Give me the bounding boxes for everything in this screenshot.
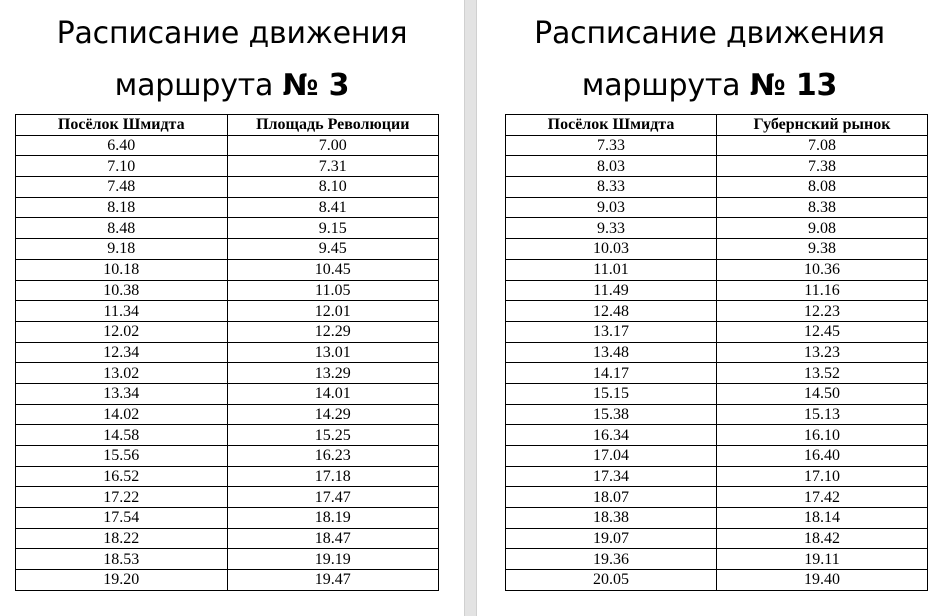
table-row bbox=[506, 487, 928, 508]
departure-time-cell: 12.48 bbox=[506, 301, 717, 322]
table-row bbox=[506, 446, 928, 467]
departure-time-cell: 14.17 bbox=[506, 363, 717, 384]
route-3-table-body bbox=[16, 135, 439, 590]
table-row bbox=[16, 425, 439, 446]
arrival-time-cell: 12.45 bbox=[717, 321, 928, 342]
departure-time-cell: 8.03 bbox=[506, 156, 717, 177]
table-row bbox=[16, 280, 439, 301]
departure-time-cell: 17.54 bbox=[16, 508, 228, 529]
departure-time-cell: 7.33 bbox=[506, 135, 717, 156]
departure-time-cell: 11.49 bbox=[506, 280, 717, 301]
route-13-title-prefix: маршрута bbox=[581, 68, 750, 103]
departure-time-cell: 10.03 bbox=[506, 239, 717, 260]
departure-time-cell: 9.33 bbox=[506, 218, 717, 239]
arrival-time-cell: 19.11 bbox=[717, 549, 928, 570]
route-3-schedule-table bbox=[15, 114, 439, 591]
table-row bbox=[16, 363, 439, 384]
table-row bbox=[506, 156, 928, 177]
table-row bbox=[506, 342, 928, 363]
arrival-time-cell: 7.00 bbox=[227, 135, 439, 156]
table-row bbox=[16, 446, 439, 467]
departure-time-cell: 17.04 bbox=[506, 446, 717, 467]
departure-time-cell: 13.34 bbox=[16, 383, 228, 404]
arrival-time-cell: 11.16 bbox=[717, 280, 928, 301]
table-row bbox=[506, 321, 928, 342]
arrival-time-cell: 18.42 bbox=[717, 528, 928, 549]
table-row bbox=[506, 135, 928, 156]
departure-time-cell: 14.02 bbox=[16, 404, 228, 425]
table-row bbox=[16, 466, 439, 487]
table-row bbox=[506, 177, 928, 198]
table-row bbox=[506, 508, 928, 529]
table-row bbox=[506, 239, 928, 260]
departure-time-cell: 19.20 bbox=[16, 570, 228, 591]
departure-time-cell: 18.07 bbox=[506, 487, 717, 508]
route-3-number: № 3 bbox=[282, 68, 350, 103]
departure-time-cell: 14.58 bbox=[16, 425, 228, 446]
table-row bbox=[16, 321, 439, 342]
arrival-time-cell: 19.47 bbox=[227, 570, 439, 591]
departure-time-cell: 8.48 bbox=[16, 218, 228, 239]
table-row bbox=[506, 466, 928, 487]
departure-time-cell: 16.52 bbox=[16, 466, 228, 487]
table-row bbox=[16, 487, 439, 508]
departure-time-cell: 20.05 bbox=[506, 570, 717, 591]
route-13-title bbox=[477, 8, 942, 112]
arrival-time-cell: 8.10 bbox=[227, 177, 439, 198]
arrival-time-cell: 19.40 bbox=[717, 570, 928, 591]
arrival-time-cell: 12.29 bbox=[227, 321, 439, 342]
table-row bbox=[16, 218, 439, 239]
route-13-table-body bbox=[506, 135, 928, 590]
table-row bbox=[16, 508, 439, 529]
arrival-time-cell: 16.10 bbox=[717, 425, 928, 446]
arrival-time-cell: 15.25 bbox=[227, 425, 439, 446]
route-13-title-line2 bbox=[477, 60, 942, 112]
arrival-time-cell: 8.41 bbox=[227, 197, 439, 218]
departure-time-cell: 18.38 bbox=[506, 508, 717, 529]
arrival-time-cell: 10.36 bbox=[717, 259, 928, 280]
departure-time-cell: 15.56 bbox=[16, 446, 228, 467]
table-header-row bbox=[506, 115, 928, 136]
table-row bbox=[16, 259, 439, 280]
arrival-time-cell: 13.01 bbox=[227, 342, 439, 363]
arrival-time-cell: 16.40 bbox=[717, 446, 928, 467]
departure-time-cell: 12.34 bbox=[16, 342, 228, 363]
departure-time-cell: 13.48 bbox=[506, 342, 717, 363]
table-row bbox=[16, 342, 439, 363]
table-row bbox=[16, 301, 439, 322]
route-3-title-line1: Расписание движения bbox=[56, 16, 408, 51]
departure-time-cell: 6.40 bbox=[16, 135, 228, 156]
column-header: Посёлок Шмидта bbox=[16, 115, 228, 136]
arrival-time-cell: 15.13 bbox=[717, 404, 928, 425]
page-route-13 bbox=[477, 0, 942, 616]
departure-time-cell: 11.01 bbox=[506, 259, 717, 280]
table-row bbox=[16, 177, 439, 198]
arrival-time-cell: 16.23 bbox=[227, 446, 439, 467]
route-13-title-line1: Расписание движения bbox=[534, 16, 885, 51]
departure-time-cell: 13.17 bbox=[506, 321, 717, 342]
table-row bbox=[506, 363, 928, 384]
departure-time-cell: 18.22 bbox=[16, 528, 228, 549]
arrival-time-cell: 17.10 bbox=[717, 466, 928, 487]
route-3-title-line2 bbox=[0, 60, 464, 112]
table-row bbox=[16, 570, 439, 591]
table-row bbox=[16, 383, 439, 404]
arrival-time-cell: 14.29 bbox=[227, 404, 439, 425]
table-row bbox=[506, 549, 928, 570]
arrival-time-cell: 9.45 bbox=[227, 239, 439, 260]
table-row bbox=[506, 218, 928, 239]
table-row bbox=[506, 404, 928, 425]
departure-time-cell: 10.18 bbox=[16, 259, 228, 280]
arrival-time-cell: 8.08 bbox=[717, 177, 928, 198]
departure-time-cell: 15.38 bbox=[506, 404, 717, 425]
column-header: Посёлок Шмидта bbox=[506, 115, 717, 136]
departure-time-cell: 11.34 bbox=[16, 301, 228, 322]
departure-time-cell: 8.33 bbox=[506, 177, 717, 198]
departure-time-cell: 17.34 bbox=[506, 466, 717, 487]
route-13-number: № 13 bbox=[749, 68, 838, 103]
table-row bbox=[16, 549, 439, 570]
table-row bbox=[16, 156, 439, 177]
arrival-time-cell: 14.50 bbox=[717, 383, 928, 404]
table-row bbox=[506, 528, 928, 549]
table-row bbox=[506, 259, 928, 280]
departure-time-cell: 18.53 bbox=[16, 549, 228, 570]
route-3-title-prefix: маршрута bbox=[114, 68, 283, 103]
table-row bbox=[16, 528, 439, 549]
route-3-title bbox=[0, 8, 464, 112]
departure-time-cell: 17.22 bbox=[16, 487, 228, 508]
table-header-row bbox=[16, 115, 439, 136]
table-row bbox=[506, 197, 928, 218]
arrival-time-cell: 7.31 bbox=[227, 156, 439, 177]
departure-time-cell: 13.02 bbox=[16, 363, 228, 384]
arrival-time-cell: 12.01 bbox=[227, 301, 439, 322]
table-row bbox=[506, 570, 928, 591]
table-row bbox=[16, 135, 439, 156]
departure-time-cell: 16.34 bbox=[506, 425, 717, 446]
arrival-time-cell: 11.05 bbox=[227, 280, 439, 301]
arrival-time-cell: 9.15 bbox=[227, 218, 439, 239]
table-row bbox=[506, 425, 928, 446]
arrival-time-cell: 18.14 bbox=[717, 508, 928, 529]
departure-time-cell: 19.07 bbox=[506, 528, 717, 549]
departure-time-cell: 8.18 bbox=[16, 197, 228, 218]
arrival-time-cell: 9.38 bbox=[717, 239, 928, 260]
table-row bbox=[506, 280, 928, 301]
table-row bbox=[16, 197, 439, 218]
arrival-time-cell: 14.01 bbox=[227, 383, 439, 404]
arrival-time-cell: 12.23 bbox=[717, 301, 928, 322]
departure-time-cell: 7.48 bbox=[16, 177, 228, 198]
table-row bbox=[16, 404, 439, 425]
departure-time-cell: 10.38 bbox=[16, 280, 228, 301]
route-13-schedule-table bbox=[505, 114, 928, 591]
arrival-time-cell: 18.19 bbox=[227, 508, 439, 529]
arrival-time-cell: 19.19 bbox=[227, 549, 439, 570]
departure-time-cell: 15.15 bbox=[506, 383, 717, 404]
arrival-time-cell: 18.47 bbox=[227, 528, 439, 549]
column-header: Губернский рынок bbox=[717, 115, 928, 136]
arrival-time-cell: 7.38 bbox=[717, 156, 928, 177]
page-gutter bbox=[464, 0, 477, 616]
table-row bbox=[506, 301, 928, 322]
departure-time-cell: 19.36 bbox=[506, 549, 717, 570]
arrival-time-cell: 17.18 bbox=[227, 466, 439, 487]
arrival-time-cell: 9.08 bbox=[717, 218, 928, 239]
table-row bbox=[16, 239, 439, 260]
arrival-time-cell: 13.23 bbox=[717, 342, 928, 363]
arrival-time-cell: 13.29 bbox=[227, 363, 439, 384]
arrival-time-cell: 8.38 bbox=[717, 197, 928, 218]
departure-time-cell: 7.10 bbox=[16, 156, 228, 177]
departure-time-cell: 9.03 bbox=[506, 197, 717, 218]
arrival-time-cell: 7.08 bbox=[717, 135, 928, 156]
arrival-time-cell: 13.52 bbox=[717, 363, 928, 384]
arrival-time-cell: 10.45 bbox=[227, 259, 439, 280]
page-route-3 bbox=[0, 0, 464, 616]
arrival-time-cell: 17.42 bbox=[717, 487, 928, 508]
column-header: Площадь Революции bbox=[227, 115, 439, 136]
arrival-time-cell: 17.47 bbox=[227, 487, 439, 508]
table-row bbox=[506, 383, 928, 404]
departure-time-cell: 9.18 bbox=[16, 239, 228, 260]
departure-time-cell: 12.02 bbox=[16, 321, 228, 342]
